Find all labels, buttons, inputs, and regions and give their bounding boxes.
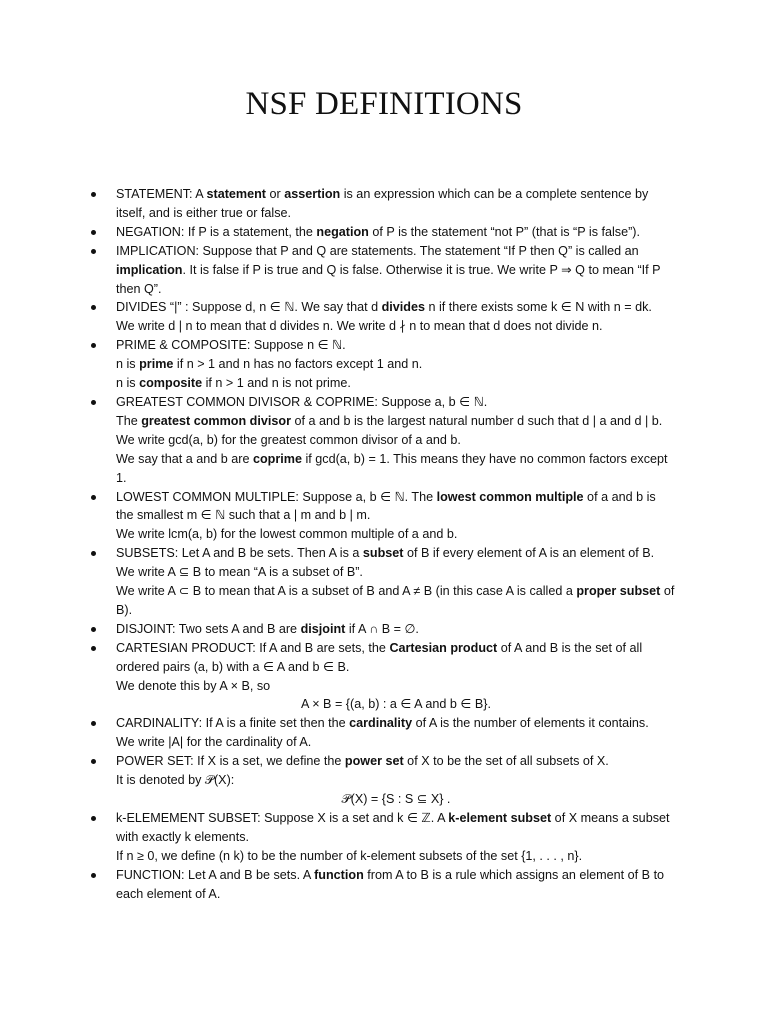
term-bold: prime (139, 357, 174, 372)
text-segment: CARTESIAN PRODUCT: If A and B are sets, the (116, 640, 390, 655)
text-segment: or (266, 187, 285, 201)
text-segment: A × B = {(a, b) : a ∈ A and b ∈ B}. (301, 697, 491, 712)
definition-line (116, 525, 676, 544)
bullet-icon (91, 495, 96, 500)
bullet-icon (91, 305, 96, 310)
text-segment: PRIME & COMPOSITE: Suppose n ∈ ℕ. (116, 338, 346, 353)
text-segment: IMPLICATION: Suppose that P and Q are statements. The statement “If P then Q” is called an (116, 243, 639, 258)
definition-line (116, 317, 676, 336)
definition-item (116, 809, 676, 866)
definition-line (116, 185, 676, 223)
term-bold: assertion (284, 187, 341, 201)
text-segment: of A and B is the set of all ordered pairs (a, b) with a ∈ A and b ∈ B. (116, 640, 643, 674)
bullet-icon (91, 816, 96, 821)
text-segment: of X to be the set of all subsets of X. (403, 754, 609, 769)
bullet-icon (91, 759, 96, 764)
text-segment: of X means a subset with exactly k elements. (116, 810, 670, 844)
definition-line (116, 809, 676, 847)
text-segment: if n > 1 and n is not prime. (202, 376, 351, 391)
term-bold: negation (316, 224, 369, 239)
text-segment: We write lcm(a, b) for the lowest common multiple of a and b. (116, 527, 458, 542)
text-segment: We write |A| for the cardinality of A. (116, 735, 312, 750)
definition-line (116, 393, 676, 412)
definition-line (116, 733, 676, 752)
text-segment: STATEMENT: A (116, 187, 207, 201)
term-bold: function (314, 867, 364, 882)
definition-line (116, 771, 676, 790)
text-segment: n is (116, 357, 140, 372)
definition-line (116, 677, 676, 696)
definition-line (116, 847, 676, 866)
definition-line (116, 242, 676, 299)
bullet-icon (91, 343, 96, 348)
text-segment: n if there exists some k ∈ N with n = dk. (425, 300, 652, 315)
definition-item (116, 488, 676, 545)
bullet-icon (91, 873, 96, 878)
definition-item (116, 639, 676, 715)
bullet-icon (91, 249, 96, 254)
definition-line (116, 223, 676, 242)
text-segment: We write A ⊂ B to mean that A is a subset of B and A ≠ B (in this case A is called a (116, 584, 577, 599)
text-segment: We denote this by A × B, so (116, 678, 271, 693)
definitions-list (116, 185, 676, 903)
definition-item (116, 714, 676, 752)
bullet-icon (91, 230, 96, 235)
page-title: NSF DEFINITIONS (245, 86, 523, 122)
text-segment: We write gcd(a, b) for the greatest common divisor of a and b. (116, 432, 461, 447)
formula-line (116, 790, 676, 809)
definition-line (116, 374, 676, 393)
text-segment: The (116, 413, 142, 428)
definition-line (116, 866, 676, 904)
definition-line (116, 336, 676, 355)
text-segment: SUBSETS: Let A and B be sets. Then A is a (116, 546, 363, 561)
term-bold: k-element subset (448, 810, 552, 825)
text-segment: . It is false if P is true and Q is false. Otherwise it is true. We write P ⇒ Q to mean “If P then Q”. (116, 262, 661, 296)
text-segment: NEGATION: If P is a statement, the (116, 224, 317, 239)
term-bold: statement (206, 187, 267, 201)
definition-line (116, 639, 676, 677)
text-segment: k-ELEMEMENT SUBSET: Suppose X is a set and k ∈ ℤ. A (116, 810, 449, 825)
definition-item (116, 620, 676, 639)
text-segment: It is denoted by 𝒫(X): (116, 773, 235, 788)
text-segment: DIVIDES “|” : Suppose d, n ∈ ℕ. We say that d (116, 300, 382, 315)
definition-line (116, 431, 676, 450)
text-segment: of B if every element of A is an element of B. (403, 546, 655, 561)
definition-item (116, 752, 676, 809)
text-segment: We write d | n to mean that d divides n. We write d ∤ n to mean that d does not divide n. (116, 319, 603, 334)
definition-line (116, 450, 676, 488)
bullet-icon (91, 646, 96, 651)
term-bold: implication (116, 262, 183, 277)
term-bold: composite (139, 376, 203, 391)
text-segment: n is (116, 376, 140, 391)
term-bold: subset (362, 546, 404, 561)
bullet-icon (91, 551, 96, 556)
text-segment: FUNCTION: Let A and B be sets. A (116, 867, 315, 882)
definition-item (116, 336, 676, 393)
text-segment: GREATEST COMMON DIVISOR & COPRIME: Suppose a, b ∈ ℕ. (116, 394, 488, 409)
definition-item (116, 866, 676, 904)
definition-item (116, 242, 676, 299)
bullet-icon (91, 627, 96, 632)
bullet-icon (91, 192, 96, 197)
formula-line (116, 695, 676, 714)
definition-line (116, 563, 676, 582)
text-segment: of P is the statement “not P” (that is “P is false”). (368, 224, 640, 239)
term-bold: lowest common multiple (436, 489, 584, 504)
bullet-icon (91, 721, 96, 726)
text-segment: if n > 1 and n has no factors except 1 and n. (173, 357, 423, 372)
term-bold: coprime (252, 451, 302, 466)
text-segment: from A to B is a rule which assigns an element of B to each element of A. (116, 867, 665, 901)
text-segment: is an expression which can be a complete sentence by itself, and is either true or false. (116, 187, 649, 220)
definition-item (116, 544, 676, 620)
definition-line (116, 714, 676, 733)
text-segment: 𝒫(X) = {S : S ⊆ X} . (341, 792, 451, 806)
term-bold: proper subset (576, 584, 661, 599)
term-bold: Cartesian product (389, 640, 498, 655)
definition-item (116, 298, 676, 336)
text-segment: of A is the number of elements it contains. (412, 716, 649, 731)
term-bold: divides (381, 300, 425, 315)
text-segment: If n ≥ 0, we define (n k) to be the number of k-element subsets of the set {1, . . . , n}. (116, 848, 583, 863)
term-bold: disjoint (300, 621, 346, 636)
definition-line (116, 620, 676, 639)
text-segment: if A ∩ B = ∅. (345, 621, 419, 636)
text-segment: of a and b is the smallest m ∈ ℕ such that a | m and b | m. (116, 489, 656, 523)
term-bold: cardinality (349, 716, 413, 731)
definition-line (116, 582, 676, 620)
text-segment: We write A ⊆ B to mean “A is a subset of B”. (116, 565, 363, 580)
text-segment: CARDINALITY: If A is a finite set then the (116, 716, 350, 731)
definition-line (116, 298, 676, 317)
definition-line (116, 752, 676, 771)
text-segment: of a and b is the largest natural number d such that d | a and d | b. (290, 413, 663, 428)
definition-item (116, 393, 676, 488)
definition-line (116, 488, 676, 526)
definition-item (116, 223, 676, 242)
term-bold: power set (344, 754, 404, 769)
definition-line (116, 544, 676, 563)
term-bold: greatest common divisor (141, 413, 291, 428)
text-segment: DISJOINT: Two sets A and B are (116, 621, 301, 636)
text-segment: LOWEST COMMON MULTIPLE: Suppose a, b ∈ ℕ. The (116, 489, 437, 504)
text-segment: POWER SET: If X is a set, we define the (116, 754, 345, 769)
text-segment: We say that a and b are (116, 451, 253, 466)
definition-line (116, 355, 676, 374)
text-segment: of B). (116, 584, 675, 617)
text-segment: if gcd(a, b) = 1. This means they have no common factors except 1. (116, 451, 668, 485)
definition-item (116, 185, 676, 223)
bullet-icon (91, 400, 96, 405)
definition-line (116, 412, 676, 431)
